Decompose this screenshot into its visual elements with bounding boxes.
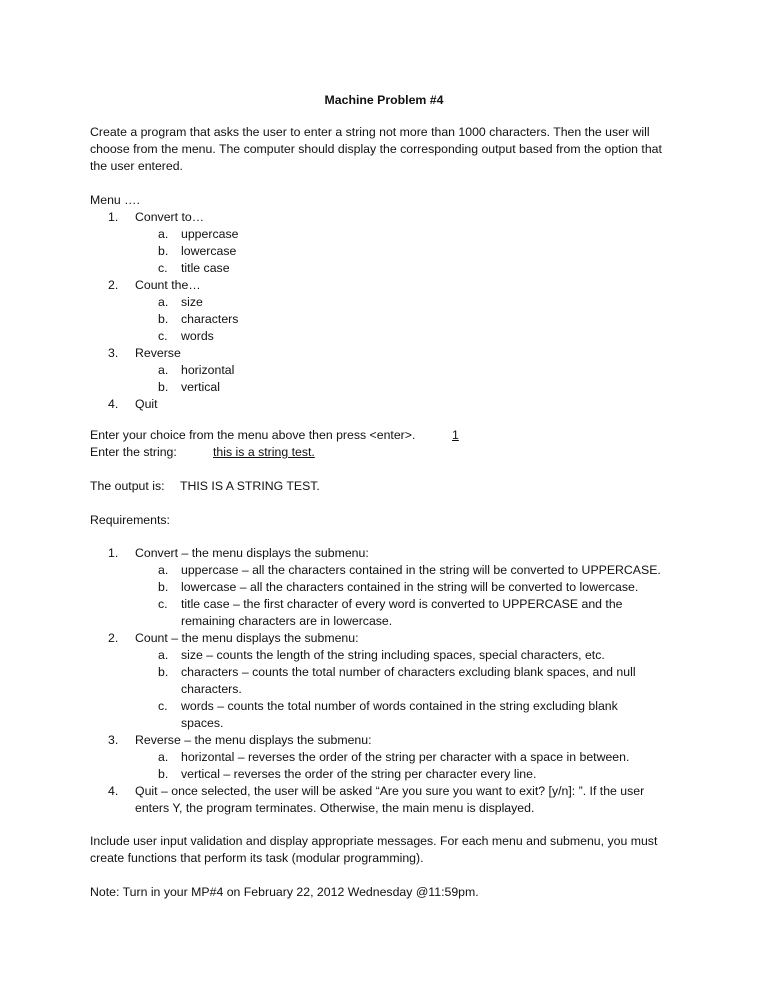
requirement-sub-letter: c. — [158, 699, 168, 713]
requirement-number: 1. — [108, 546, 119, 560]
submenu-item-size — [90, 294, 680, 311]
submenu-letter: c. — [158, 261, 168, 275]
output-line — [90, 478, 680, 495]
requirement-sub-text: characters – counts the total number of characters excluding blank spaces, and null characters. — [181, 665, 636, 696]
submenu-letter: a. — [158, 295, 169, 309]
sample-run — [90, 427, 680, 495]
menu-item-reverse — [90, 345, 680, 362]
submenu-item-title-case — [90, 260, 680, 277]
requirement-number: 4. — [108, 784, 119, 798]
choice-value: 1 — [452, 428, 459, 442]
requirement-sub-text: vertical – reverses the order of the string per character every line. — [181, 767, 537, 781]
requirement-quit — [90, 783, 680, 817]
requirement-sub-letter: b. — [158, 580, 169, 594]
requirement-sub-letter: b. — [158, 767, 169, 781]
requirement-text: Quit – once selected, the user will be asked “Are you sure you want to exit? [y/n]: ”. If the user enters Y, the program terminates. Otherwise, the main menu is displayed. — [135, 784, 645, 815]
due-date-note: Note: Turn in your MP#4 on February 22, 2012 Wednesday @11:59pm. — [90, 885, 479, 899]
output-value: THIS IS A STRING TEST. — [180, 479, 320, 493]
menu-item-label: Quit — [135, 397, 158, 411]
requirement-sub-letter: c. — [158, 597, 168, 611]
requirement-sub-text: words – counts the total number of words contained in the string excluding blank spaces. — [181, 699, 618, 730]
menu-item-label: Count the… — [135, 278, 201, 292]
requirements-heading: Requirements: — [90, 513, 170, 527]
requirement-convert — [90, 545, 680, 562]
requirement-number: 2. — [108, 631, 119, 645]
submenu-letter: b. — [158, 312, 169, 326]
requirement-sub-letter: a. — [158, 563, 169, 577]
requirement-sub-text: title case – the first character of every word is converted to UPPERCASE and the remaining characters are in lowercase. — [181, 597, 623, 628]
output-label: The output is: — [90, 479, 165, 493]
submenu-item-horizontal — [90, 362, 680, 379]
submenu-label: words — [181, 329, 214, 343]
submenu-letter: c. — [158, 329, 168, 343]
document-title: Machine Problem #4 — [324, 93, 444, 107]
menu-item-count — [90, 277, 680, 294]
requirement-text: Count – the menu displays the submenu: — [135, 631, 359, 645]
requirement-text: Reverse – the menu displays the submenu: — [135, 733, 372, 747]
submenu-letter: b. — [158, 244, 169, 258]
submenu-item-words — [90, 328, 680, 345]
submenu-letter: a. — [158, 363, 169, 377]
choice-prompt: Enter your choice from the menu above then press <enter>. — [90, 428, 416, 442]
requirement-sub-text: uppercase – all the characters contained in the string will be converted to UPPERCASE. — [181, 563, 661, 577]
requirement-sub-letter: a. — [158, 648, 169, 662]
string-line — [90, 444, 680, 461]
requirement-sub-letter: b. — [158, 665, 169, 679]
requirement-sub-text: horizontal – reverses the order of the string per character with a space in between. — [181, 750, 630, 764]
menu-item-number: 1. — [108, 210, 119, 224]
requirements-list — [90, 545, 680, 817]
menu-item-quit — [90, 396, 680, 413]
submenu-label: size — [181, 295, 203, 309]
requirement-sub-text: size – counts the length of the string including spaces, special characters, etc. — [181, 648, 605, 662]
requirement-sub-item — [90, 579, 680, 596]
submenu-label: title case — [181, 261, 230, 275]
requirement-sub-letter: a. — [158, 750, 169, 764]
requirement-text: Convert – the menu displays the submenu: — [135, 546, 369, 560]
requirement-reverse — [90, 732, 680, 749]
submenu-item-lowercase — [90, 243, 680, 260]
submenu-label: vertical — [181, 380, 220, 394]
submenu-label: characters — [181, 312, 239, 326]
requirement-sub-item — [90, 647, 680, 664]
requirement-sub-item — [90, 562, 680, 579]
requirement-sub-item — [90, 596, 680, 630]
menu-item-number: 4. — [108, 397, 119, 411]
submenu-letter: b. — [158, 380, 169, 394]
menu-item-number: 2. — [108, 278, 119, 292]
menu-section — [90, 192, 680, 413]
menu-item-convert — [90, 209, 680, 226]
submenu-item-characters — [90, 311, 680, 328]
submenu-letter: a. — [158, 227, 169, 241]
requirement-number: 3. — [108, 733, 119, 747]
requirement-sub-item — [90, 766, 680, 783]
submenu-label: horizontal — [181, 363, 235, 377]
string-value: this is a string test. — [213, 445, 315, 459]
closing-paragraph: Include user input validation and display appropriate messages. For each menu and submenu, you must create functions that perform its task (modular programming). — [90, 834, 658, 865]
intro-paragraph: Create a program that asks the user to enter a string not more than 1000 characters. Then the user will choose from the menu. The computer should display the corresponding output based from the option that the user entered. — [90, 125, 662, 173]
menu-item-label: Convert to… — [135, 210, 205, 224]
menu-item-label: Reverse — [135, 346, 181, 360]
string-prompt: Enter the string: — [90, 445, 177, 459]
submenu-label: lowercase — [181, 244, 237, 258]
requirement-count — [90, 630, 680, 647]
choice-line — [90, 427, 680, 444]
submenu-label: uppercase — [181, 227, 239, 241]
requirement-sub-item — [90, 749, 680, 766]
submenu-item-uppercase — [90, 226, 680, 243]
submenu-item-vertical — [90, 379, 680, 396]
requirement-sub-item — [90, 698, 680, 732]
menu-heading: Menu …. — [90, 193, 140, 207]
requirement-sub-item — [90, 664, 680, 698]
menu-item-number: 3. — [108, 346, 119, 360]
requirement-sub-text: lowercase – all the characters contained in the string will be converted to lowercase. — [181, 580, 639, 594]
